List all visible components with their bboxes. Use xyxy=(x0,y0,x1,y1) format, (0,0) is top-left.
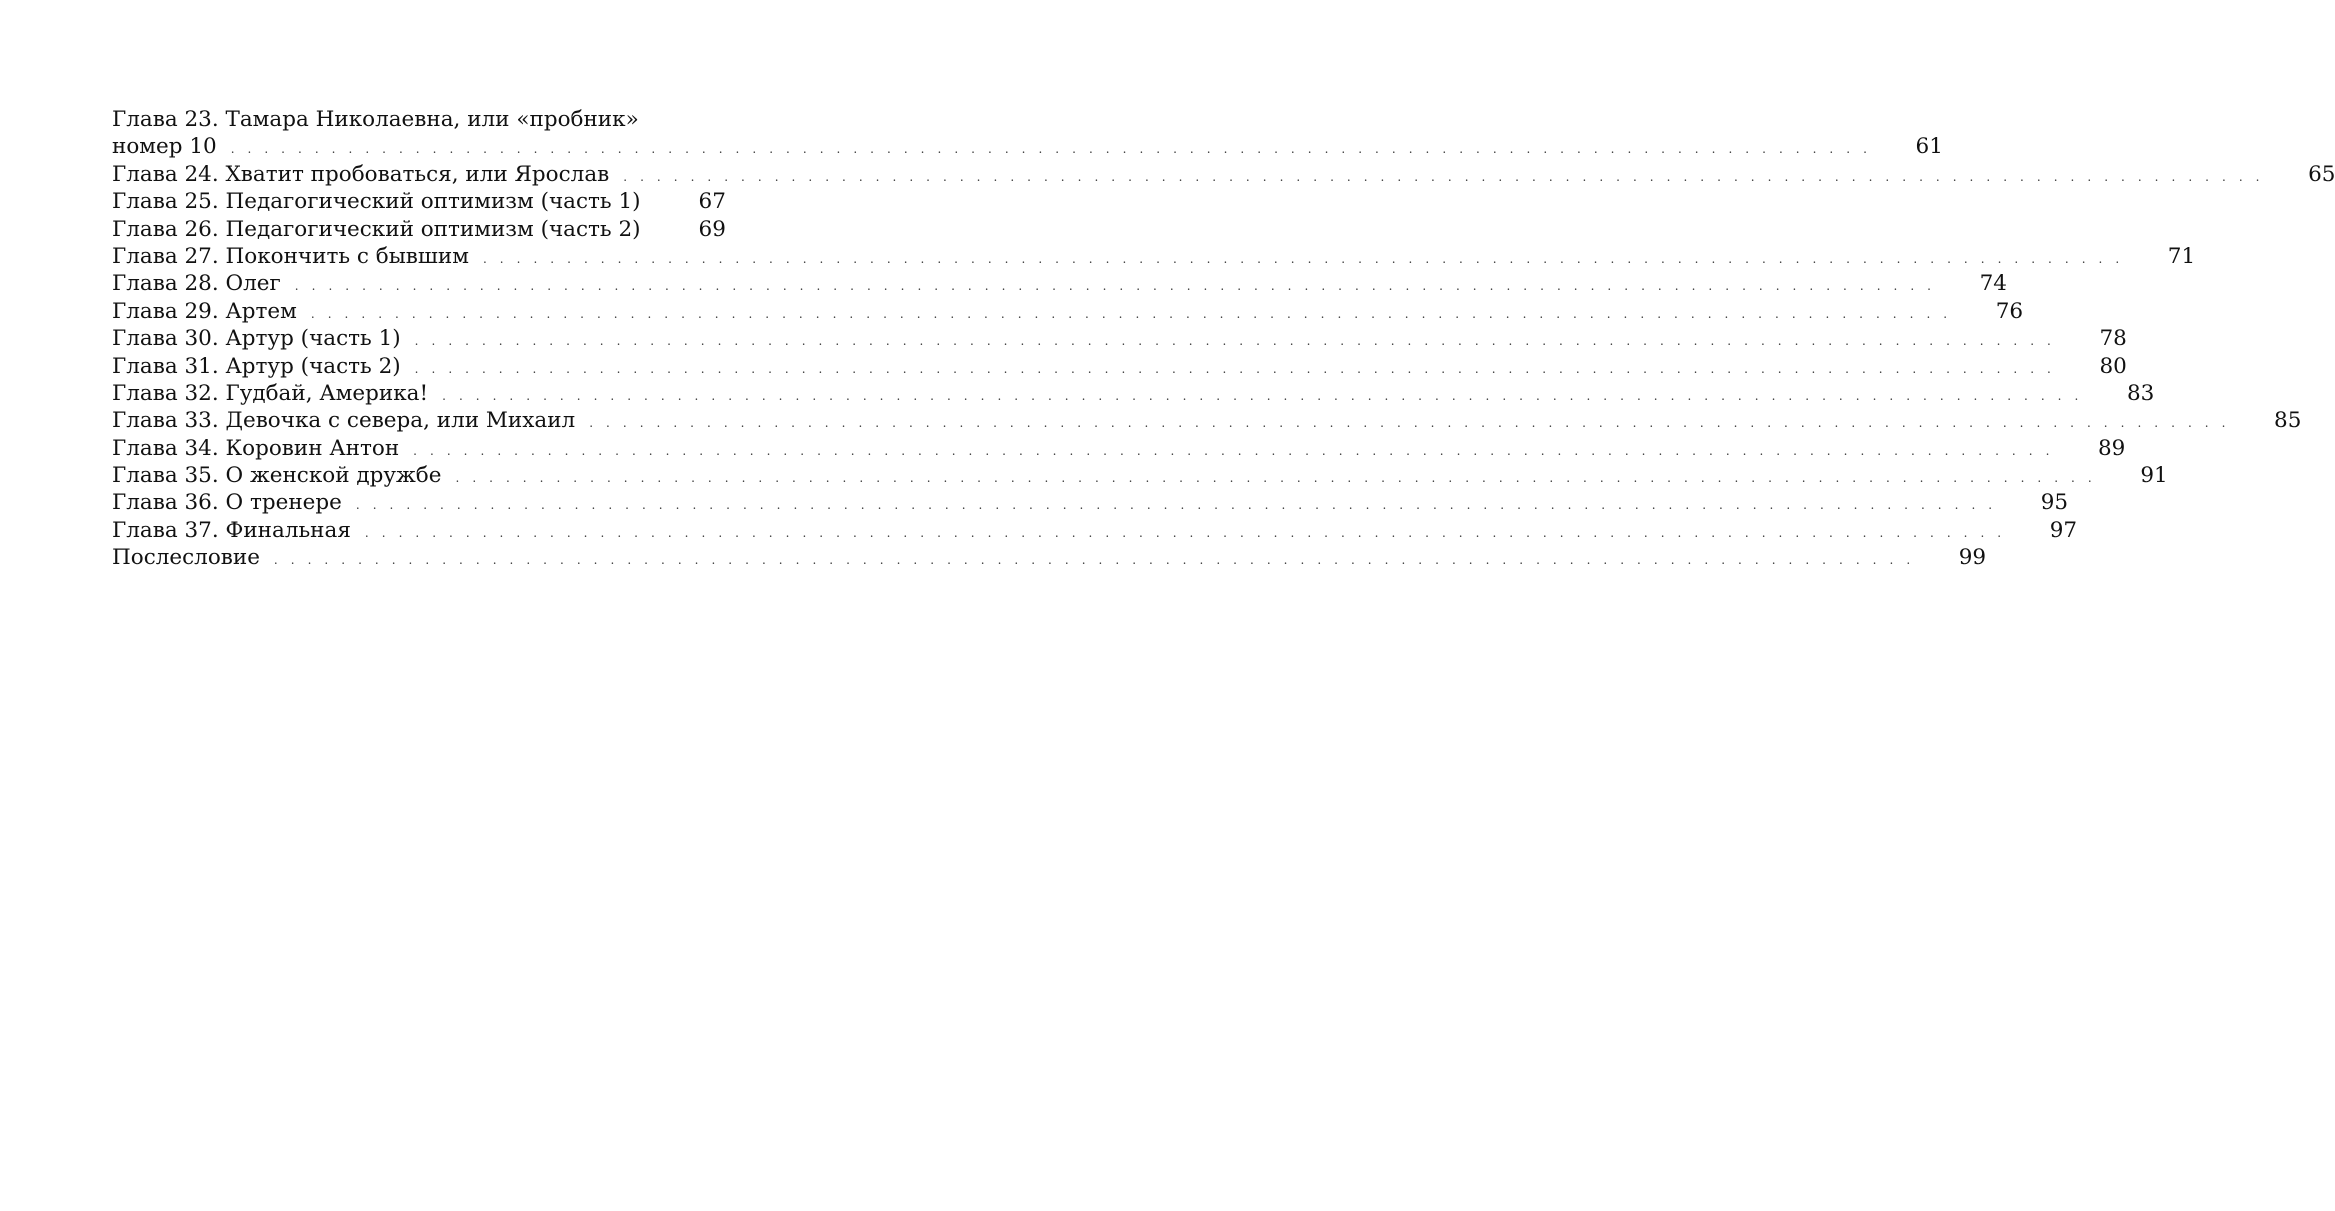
toc-entry-title: Глава 35. О женской дружбе xyxy=(112,463,442,489)
dot-leader: . . . . . . . . . . . . . . . . . . . . . . . . . . . . . . . . . . . . . . . . . . . . . . . . . . . . . . . . . . . . . . . . . . . . . . . . . . . . . . . . . . . . . . . . . . . . . . . . . . xyxy=(414,361,2056,376)
toc-entry-page-number: 76 xyxy=(1995,298,2024,324)
toc-entry-title: Глава 36. О тренере xyxy=(112,490,342,516)
toc-entry-title: Глава 32. Гудбай, Америка! xyxy=(112,380,429,406)
toc-entry-page-number: 61 xyxy=(1915,134,1943,160)
dot-leader: . . . . . . . . . . . . . . . . . . . . . . . . . . . . . . . . . . . . . . . . . . . . . . . . . . . . . . . . . . . . . . . . . . . . . . . . . . . . . . . . . . . . . . . . . . . . . . . . . . xyxy=(273,553,1915,568)
dot-leader: . . . . . . . . . . . . . . . . . . . . . . . . . . . . . . . . . . . . . . . . . . . . . . . . . . . . . . . . . . . . . . . . . . . . . . . . . . . . . . . . . . . . . . . . . . . . . . . . . . xyxy=(413,443,2054,458)
toc-entry-title: Глава 34. Коровин Антон xyxy=(112,435,400,461)
toc-entry-chapter-30[interactable] xyxy=(112,325,2127,352)
toc-entry-title: Глава 27. Покончить с бывшим xyxy=(112,243,469,269)
toc-entry-title: номер 10 xyxy=(112,134,217,160)
toc-entry-page-number: 69 xyxy=(698,216,726,242)
dot-leader: . . . . . . . . . . . . . . . . . . . . . . . . . . . . . . . . . . . . . . . . . . . . . . . . . . . . . . . . . . . . . . . . . . . . . . . . . . . . . . . . . . . . . . . . . . . . . . . . . . xyxy=(442,388,2083,403)
toc-entry-page-number: 83 xyxy=(2126,380,2155,406)
toc-entry-page-number: 97 xyxy=(2049,517,2078,543)
toc-entry-page-number: 89 xyxy=(2098,435,2126,461)
toc-entry-title: Глава 24. Хватит пробоваться, или Ярослав xyxy=(112,161,610,187)
toc-entry-title: Глава 37. Финальная xyxy=(112,517,351,543)
toc-entry-chapter-25[interactable] xyxy=(112,188,726,215)
toc-entry-page-number: 67 xyxy=(698,189,726,215)
toc-entry-page-number: 65 xyxy=(2308,161,2335,187)
dot-leader: . . . . . . . . . . . . . . . . . . . . . . . . . . . . . . . . . . . . . . . . . . . . . . . . . . . . . . . . . . . . . . . . . . . . . . . . . . . . . . . . . . . . . . . . . . . . . . . . . . xyxy=(355,498,1997,513)
toc-entry-chapter-29[interactable] xyxy=(112,298,2024,325)
dot-leader: . . . . . . . . . . . . . . . . . . . . . . . . . . . . . . . . . . . . . . . . . . . . . . . . . . . . . . . . . . . . . . . . . . . . . . . . . . . . . . . . . . . . . . . . . . . . . . . . . . xyxy=(230,142,1872,157)
toc-entry-chapter-27[interactable] xyxy=(112,243,2196,270)
toc-entry-chapter-24[interactable] xyxy=(112,161,2335,188)
toc-entry-title: Глава 26. Педагогический оптимизм (часть 2) xyxy=(112,216,641,242)
toc-entry-chapter-36[interactable] xyxy=(112,489,2069,516)
toc-entry-chapter-31[interactable] xyxy=(112,353,2127,380)
toc-entry-chapter-33[interactable] xyxy=(112,407,2302,434)
toc-entry-title: Глава 25. Педагогический оптимизм (часть 1) xyxy=(112,189,641,215)
toc-entry-page-number: 71 xyxy=(2167,243,2196,269)
dot-leader: . . . . . . . . . . . . . . . . . . . . . . . . . . . . . . . . . . . . . . . . . . . . . . . . . . . . . . . . . . . . . . . . . . . . . . . . . . . . . . . . . . . . . . . . . . . . . . . . . . xyxy=(455,471,2097,486)
toc-entry-afterword[interactable] xyxy=(112,544,1987,571)
toc-entry-page-number: 85 xyxy=(2274,408,2302,434)
toc-entry-chapter-26[interactable] xyxy=(112,216,726,243)
toc-entry-page-number: 78 xyxy=(2099,326,2127,352)
dot-leader: . . . . . . . . . . . . . . . . . . . . . . . . . . . . . . . . . . . . . . . . . . . . . . . . . . . . . . . . . . . . . . . . . . . . . . . . . . . . . . . . . . . . . . . . . . . . . . . . . . xyxy=(623,169,2265,184)
toc-entry-title: Глава 31. Артур (часть 2) xyxy=(112,353,401,379)
toc-entry-title-line1: Глава 23. Тамара Николаевна, или «пробник» xyxy=(112,107,639,132)
toc-entry-chapter-37[interactable] xyxy=(112,517,2078,544)
toc-entry-page-number: 99 xyxy=(1958,545,1987,571)
toc-entry-page-number: 91 xyxy=(2140,463,2168,489)
toc-entry-page-number: 80 xyxy=(2099,353,2127,379)
toc-entry-title: Глава 29. Артем xyxy=(112,298,297,324)
toc-entry-title: Глава 30. Артур (часть 1) xyxy=(112,326,401,352)
dot-leader: . . . . . . . . . . . . . . . . . . . . . . . . . . . . . . . . . . . . . . . . . . . . . . . . . . . . . . . . . . . . . . . . . . . . . . . . . . . . . . . . . . . . . . . . . . . . . . . . . . xyxy=(310,306,1952,321)
dot-leader: . . . . . . . . . . . . . . . . . . . . . . . . . . . . . . . . . . . . . . . . . . . . . . . . . . . . . . . . . . . . . . . . . . . . . . . . . . . . . . . . . . . . . . . . . . . . . . . . . . xyxy=(364,525,2006,540)
toc-entry-page-number: 74 xyxy=(1979,271,2007,297)
toc-entry-title: Глава 28. Олег xyxy=(112,271,281,297)
dot-leader: . . . . . . . . . . . . . . . . . . . . . . . . . . . . . . . . . . . . . . . . . . . . . . . . . . . . . . . . . . . . . . . . . . . . . . . . . . . . . . . . . . . . . . . . . . . . . . . . . . xyxy=(589,416,2231,431)
toc-entry-title: Послесловие xyxy=(112,545,260,571)
toc-entry-chapter-28[interactable] xyxy=(112,270,2007,297)
toc-entry-chapter-32[interactable] xyxy=(112,380,2155,407)
table-of-contents xyxy=(112,106,2335,572)
toc-entry-chapter-34[interactable] xyxy=(112,435,2126,462)
toc-entry-title: Глава 33. Девочка с севера, или Михаил xyxy=(112,408,576,434)
dot-leader: . . . . . . . . . . . . . . . . . . . . . . . . . . . . . . . . . . . . . . . . . . . . . . . . . . . . . . . . . . . . . . . . . . . . . . . . . . . . . . . . . . . . . . . . . . . . . . . . . . xyxy=(414,334,2056,349)
toc-entry-chapter-23[interactable] xyxy=(112,106,1943,161)
toc-entry-chapter-35[interactable] xyxy=(112,462,2168,489)
toc-entry-page-number: 95 xyxy=(2040,490,2069,516)
dot-leader: . . . . . . . . . . . . . . . . . . . . . . . . . . . . . . . . . . . . . . . . . . . . . . . . . . . . . . . . . . . . . . . . . . . . . . . . . . . . . . . . . . . . . . . . . . . . . . . . . . xyxy=(482,251,2124,266)
dot-leader: . . . . . . . . . . . . . . . . . . . . . . . . . . . . . . . . . . . . . . . . . . . . . . . . . . . . . . . . . . . . . . . . . . . . . . . . . . . . . . . . . . . . . . . . . . . . . . . . . . xyxy=(294,279,1936,294)
